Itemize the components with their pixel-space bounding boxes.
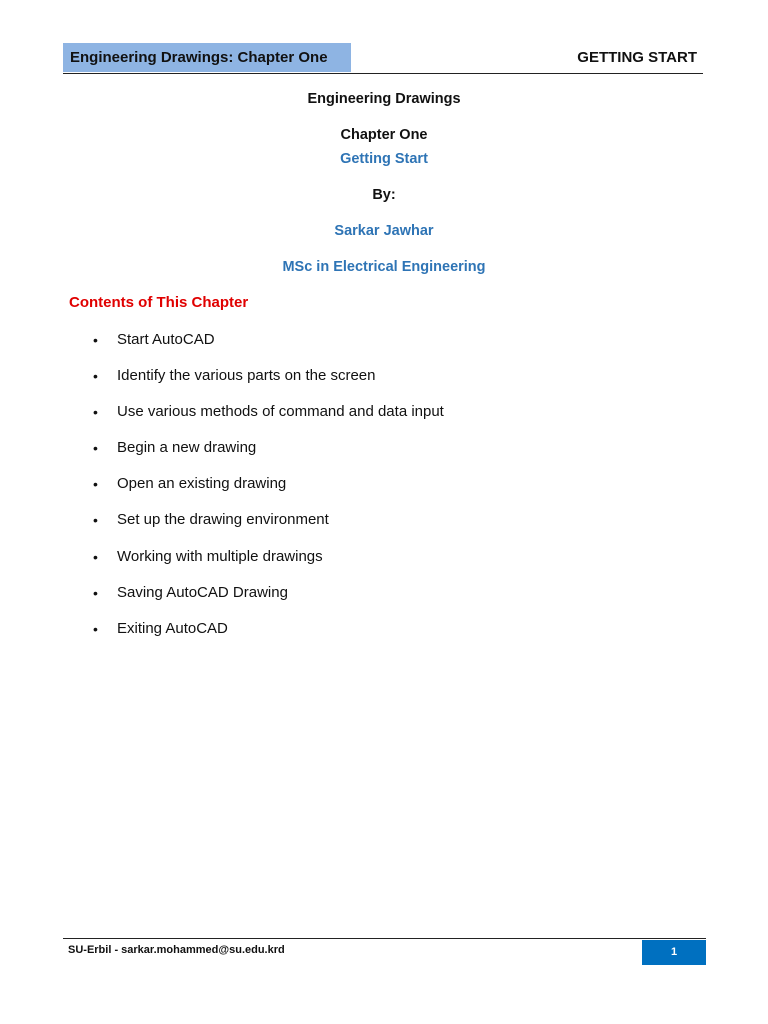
page-footer bbox=[63, 938, 706, 967]
bullet-icon: • bbox=[93, 440, 98, 457]
by-label: By: bbox=[372, 187, 396, 203]
list-item-text: Working with multiple drawings bbox=[117, 547, 323, 565]
list-item bbox=[93, 583, 444, 619]
bullet-icon: • bbox=[93, 512, 98, 529]
page-header bbox=[63, 43, 703, 74]
contents-list bbox=[93, 330, 444, 655]
course-title: Engineering Drawings bbox=[307, 91, 461, 107]
chapter-title: Chapter One bbox=[340, 127, 428, 143]
bullet-icon: • bbox=[93, 332, 98, 348]
bullet-icon: • bbox=[93, 548, 98, 565]
bullet-icon: • bbox=[93, 620, 98, 637]
list-item bbox=[93, 366, 444, 402]
list-item-text: Begin a new drawing bbox=[117, 439, 257, 457]
list-item bbox=[93, 330, 444, 366]
page-number: 1 bbox=[642, 940, 706, 965]
list-item bbox=[93, 438, 444, 474]
list-item-text: Identify the various parts on the screen bbox=[117, 367, 376, 385]
header-chapter-title: Engineering Drawings: Chapter One bbox=[63, 43, 351, 72]
author-name: Sarkar Jawhar bbox=[334, 223, 434, 239]
list-item-text: Exiting AutoCAD bbox=[117, 619, 228, 637]
header-section-title: GETTING START bbox=[577, 49, 697, 66]
list-item-text: Open an existing drawing bbox=[117, 475, 287, 493]
contents-heading: Contents of This Chapter bbox=[69, 294, 249, 311]
list-item-text: Saving AutoCAD Drawing bbox=[117, 583, 288, 601]
list-item-text: Use various methods of command and data input bbox=[117, 403, 444, 421]
list-item bbox=[93, 547, 444, 583]
footer-contact: SU-Erbil - sarkar.mohammed@su.edu.krd bbox=[68, 944, 285, 956]
author-degree: MSc in Electrical Engineering bbox=[282, 259, 486, 275]
list-item bbox=[93, 510, 444, 546]
bullet-icon: • bbox=[93, 404, 98, 421]
list-item bbox=[93, 474, 444, 510]
list-item-text: Start AutoCAD bbox=[117, 331, 215, 348]
chapter-subtitle: Getting Start bbox=[340, 151, 428, 167]
bullet-icon: • bbox=[93, 476, 98, 493]
bullet-icon: • bbox=[93, 584, 98, 601]
bullet-icon: • bbox=[93, 368, 98, 385]
list-item bbox=[93, 619, 444, 655]
list-item bbox=[93, 402, 444, 438]
list-item-text: Set up the drawing environment bbox=[117, 511, 329, 529]
